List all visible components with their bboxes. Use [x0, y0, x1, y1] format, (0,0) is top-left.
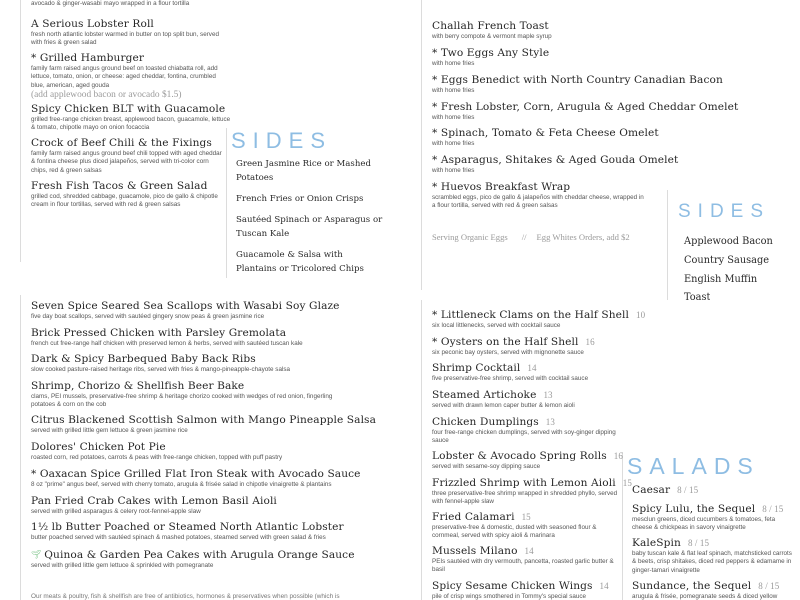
- menu-item-desc: baby tuscan kale & flat leaf spinach, matchsticked carrots & beets, crisp shitakes, diced red peppers & edamame in ginger-tamari vinaigrette: [632, 550, 792, 574]
- menu-item-desc: with home fries: [432, 167, 475, 174]
- divider-salads: [622, 452, 623, 600]
- menu-item-desc: mesclun greens, diced cucumbers & tomatoes, feta cheese & chickpeas in savory vinaigrette: [632, 516, 776, 532]
- menu-item-desc: five preservative-free shrimp, served with cocktail sauce: [432, 375, 589, 382]
- menu-item: [432, 450, 623, 471]
- menu-item-price: 16: [613, 451, 623, 461]
- menu-item-name: Frizzled Shrimp with Lemon Aioli: [432, 477, 616, 489]
- menu-item-name: A Serious Lobster Roll: [31, 18, 154, 30]
- menu-item-name: * Oysters on the Half Shell: [432, 336, 579, 348]
- menu-item-price: 14: [524, 546, 534, 556]
- menu-item-name: Caesar: [632, 484, 671, 496]
- menu-item-name: Spicy Lulu, the Sequel: [632, 503, 756, 515]
- menu-item-name: Steamed Artichoke: [432, 389, 537, 401]
- menu-item: [632, 503, 797, 533]
- side-item: Sautéed Spinach or Asparagus or Tuscan Kale: [236, 215, 383, 239]
- menu-item-desc: arugula & frisée, pomegranate seeds & diced yellow: [632, 593, 778, 600]
- menu-item: [31, 468, 361, 489]
- menu-item-price: 8 / 15: [758, 581, 780, 591]
- menu-item-name: * Oaxacan Spice Grilled Flat Iron Steak with Avocado Sauce: [31, 468, 361, 480]
- vegan-leaf-icon: 🌱︎: [31, 550, 42, 559]
- menu-item: [31, 441, 282, 462]
- menu-item-desc: served with grilled asparagus & celery root-fennel-apple slaw: [31, 508, 201, 515]
- menu-item: [432, 309, 645, 330]
- menu-item: [31, 18, 231, 48]
- menu-item-desc: preservative-free & domestic, dusted with seasoned flour & cornmeal, served with spicy aioli & marinara: [432, 524, 597, 540]
- menu-item-desc: grilled cod, shredded cabbage, guacamole, pico de gallo & chipotle cream in flour tortillas, served with red & green salsas: [31, 193, 218, 209]
- side-item: Country Sausage: [684, 255, 770, 266]
- menu-item-desc: avocado & ginger-wasabi mayo wrapped in a flour tortilla: [31, 0, 190, 7]
- menu-item-price: 8 / 15: [687, 538, 710, 548]
- section-title-salads: SALADS: [627, 453, 760, 479]
- menu-item-desc: butter poached served with sautéed spinach & mashed potatoes, steamed served with green salad & fries: [31, 534, 326, 541]
- menu-item-desc: six peconic bay oysters, served with mignonette sauce: [432, 349, 584, 356]
- menu-item-desc: family farm raised angus ground beef on toasted chiabatta roll, add lettuce, tomato, onion, or cheese: aged cheddar, fontina, crumbled blue, american, aged gouda: [31, 65, 218, 89]
- menu-item: [31, 521, 344, 542]
- menu-item: [632, 537, 797, 575]
- menu-item-price: 13: [543, 390, 553, 400]
- menu-item: [432, 20, 552, 41]
- menu-item-desc: slow cooked pasture-raised heritage ribs, served with fries & mango-pineapple-chayote salsa: [31, 366, 291, 373]
- menu-item-desc: with home fries: [432, 140, 475, 147]
- menu-item-desc: with home fries: [432, 60, 475, 67]
- side-item: Toast: [684, 292, 711, 300]
- egg-whites-note: Egg Whites Orders, add $2: [536, 232, 630, 242]
- menu-item-name: Fried Calamari: [432, 511, 515, 523]
- menu-item: [31, 137, 226, 175]
- menu-item-desc: served with grilled little gem lettuce & sprinkled with pomegranate: [31, 562, 214, 569]
- menu-item: [632, 580, 797, 600]
- menu-item: [432, 362, 588, 383]
- menu-item: [432, 101, 738, 122]
- menu-item-price: 14: [599, 581, 609, 591]
- menu-item-desc: clams, PEI mussels, preservative-free shrimp & heritage chorizo cooked with wedges of red onion, fingerling potatoes & corn on the cob: [31, 393, 333, 409]
- menu-item-price: 8 / 15: [677, 485, 699, 495]
- menu-item-name: * Fresh Lobster, Corn, Arugula & Aged Cheddar Omelet: [432, 101, 739, 113]
- menu-item: [432, 127, 659, 148]
- menu-item: [31, 52, 231, 101]
- menu-item-name: * Huevos Breakfast Wrap: [432, 181, 571, 193]
- menu-item: [432, 477, 632, 507]
- menu-item: [31, 414, 376, 435]
- menu-item: [31, 327, 303, 348]
- menu-item-name: Chicken Dumplings: [432, 416, 539, 428]
- menu-item-desc: served with drawn lemon caper butter & lemon aioli: [432, 402, 575, 409]
- menu-item-name: Mussels Milano: [432, 545, 518, 557]
- menu-item-price: 8 / 15: [762, 504, 784, 514]
- menu-item-desc: grilled free-range chicken breast, applewood bacon, guacamole, lettuce & tomato, chipotle mayo on onion focaccia: [31, 116, 231, 132]
- menu-item: [31, 103, 231, 133]
- menu-item-desc: roasted corn, red potatoes, carrots & peas with free-range chicken, topped with puff pastry: [31, 454, 283, 461]
- menu-item-desc: pile of crisp wings smothered in Tommy's special sauce: [432, 593, 587, 600]
- menu-item: [432, 181, 644, 211]
- menu-item-desc: PEIs sautéed with dry vermouth, pancetta, roasted garlic butter & basil: [432, 558, 614, 574]
- menu-item-price: 16: [585, 337, 595, 347]
- note-separator: //: [521, 232, 527, 242]
- menu-item-price: 14: [527, 363, 537, 373]
- menu-item-name: Dolores' Chicken Pot Pie: [31, 441, 166, 453]
- menu-item-desc: three preservative-free shrimp wrapped in shredded phyllo, served with fennel-apple slaw: [432, 490, 618, 506]
- menu-item-price: 15: [521, 512, 531, 522]
- side-item: Green Jasmine Rice or Mashed Potatoes: [236, 159, 371, 183]
- menu-item-name: Spicy Sesame Chicken Wings: [432, 580, 593, 592]
- menu-item-addon: (add applewood bacon or avocado $1.5): [31, 89, 182, 100]
- menu-item-name: 1½ lb Butter Poached or Steamed North Atlantic Lobster: [31, 521, 344, 533]
- menu-item-desc: with home fries: [432, 87, 475, 94]
- menu-item-name: KaleSpin: [632, 537, 681, 549]
- section-title-sides: SIDES: [678, 201, 771, 222]
- menu-item: [31, 548, 355, 570]
- menu-item: [31, 180, 229, 210]
- menu-item-name: Brick Pressed Chicken with Parsley Gremolata: [31, 327, 287, 339]
- menu-item: [31, 300, 340, 321]
- menu-item: [432, 580, 609, 600]
- divider-right-top: [421, 0, 422, 290]
- menu-item-desc: served with sesame-soy dipping sauce: [432, 463, 541, 470]
- menu-item-name: Shrimp, Chorizo & Shellfish Beer Bake: [31, 380, 245, 392]
- menu-item: [31, 353, 290, 374]
- menu-item-price: 10: [635, 310, 646, 320]
- divider-sides-right: [667, 190, 668, 300]
- menu-item-name: Pan Fried Crab Cakes with Lemon Basil Aioli: [31, 495, 277, 507]
- divider-right-bottom: [421, 300, 422, 600]
- section-title-sides: SIDES: [231, 128, 333, 153]
- menu-item-desc: six local littlenecks, served with cocktail sauce: [432, 322, 561, 329]
- menu-item-cutoff: [31, 0, 231, 8]
- menu-item: [31, 380, 341, 410]
- menu-item-name: * Grilled Hamburger: [31, 52, 145, 64]
- menu-item: [432, 511, 622, 541]
- sourcing-footer-note: Our meats & poultry, fish & shellfish are free of antibiotics, hormones & preservatives when possible (which is: [31, 593, 340, 600]
- menu-item-price: 13: [545, 417, 555, 427]
- menu-item-desc: french cut free-range half chicken with preserved lemon & herbs, served with sautéed tuscan kale: [31, 340, 303, 347]
- menu-item: [432, 154, 678, 175]
- menu-item-name: * Eggs Benedict with North Country Canadian Bacon: [432, 74, 723, 86]
- breakfast-note: [432, 232, 630, 242]
- side-item: English Muffin: [684, 274, 758, 285]
- menu-item-desc: scrambled eggs, pico de gallo & jalapeños with cheddar cheese, wrapped in a flour tortilla, served with red & green salsas: [432, 194, 644, 210]
- menu-item: [432, 416, 622, 446]
- menu-item-name: Crock of Beef Chili & the Fixings: [31, 137, 212, 149]
- menu-item-desc: served with grilled little gem lettuce & green jasmine rice: [31, 427, 188, 434]
- menu-item-name: * Two Eggs Any Style: [432, 47, 550, 59]
- menu-item-name: Challah French Toast: [432, 20, 549, 32]
- menu-item-desc: five day boat scallops, served with sautéed gingery snow peas & green jasmine rice: [31, 313, 265, 320]
- menu-item: [432, 389, 575, 410]
- side-item: French Fries or Onion Crisps: [236, 194, 364, 204]
- side-item: Applewood Bacon: [684, 236, 773, 247]
- menu-item-name: * Littleneck Clams on the Half Shell: [432, 309, 629, 321]
- menu-item-desc: four free-range chicken dumplings, served with soy-ginger dipping sauce: [432, 429, 616, 445]
- menu-item-name: Dark & Spicy Barbequed Baby Back Ribs: [31, 353, 256, 365]
- menu-item: [432, 545, 617, 575]
- menu-item-name: * Asparagus, Shitakes & Aged Gouda Omelet: [432, 154, 679, 166]
- menu-item: [632, 484, 698, 497]
- menu-item-name: Lobster & Avocado Spring Rolls: [432, 450, 607, 462]
- organic-eggs-note: Serving Organic Eggs: [432, 232, 508, 242]
- menu-item-desc: 8 oz "prime" angus beef, served with cherry tomato, arugula & frisée salad in chipotle vinaigrette & plantains: [31, 481, 332, 488]
- divider-left-top: [20, 0, 21, 262]
- menu-item-price: 15: [622, 478, 632, 488]
- menu-item-desc: family farm raised angus ground beef chili topped with aged cheddar & fontina cheese plus diced jalapeños, served with tri-color corn chips, red & green salsas: [31, 150, 222, 174]
- menu-item-desc: fresh north atlantic lobster warmed in butter on top split bun, served with fries & green salad: [31, 31, 219, 47]
- menu-item-name: Fresh Fish Tacos & Green Salad: [31, 180, 208, 192]
- menu-item-name: * Spinach, Tomato & Feta Cheese Omelet: [432, 127, 659, 139]
- menu-item-desc: with berry compote & vermont maple syrup: [432, 33, 552, 40]
- divider-left-bottom: [20, 295, 21, 600]
- menu-item-name: Quinoa & Garden Pea Cakes with Arugula Orange Sauce: [44, 549, 355, 561]
- menu-item-name: Citrus Blackened Scottish Salmon with Mango Pineapple Salsa: [31, 414, 377, 426]
- menu-item: [432, 74, 723, 95]
- menu-item-name-row: [31, 548, 355, 562]
- menu-item-name: Spicy Chicken BLT with Guacamole: [31, 103, 226, 115]
- menu-item: [432, 336, 595, 357]
- menu-item-name: Seven Spice Seared Sea Scallops with Wasabi Soy Glaze: [31, 300, 340, 312]
- menu-item-desc: with home fries: [432, 114, 475, 121]
- menu-item-name: Shrimp Cocktail: [432, 362, 521, 374]
- menu-item: [432, 47, 549, 68]
- menu-item: [31, 495, 277, 516]
- side-item: Guacamole & Salsa with Plantains or Tricolored Chips: [236, 250, 364, 274]
- menu-item-name: Sundance, the Sequel: [632, 580, 752, 592]
